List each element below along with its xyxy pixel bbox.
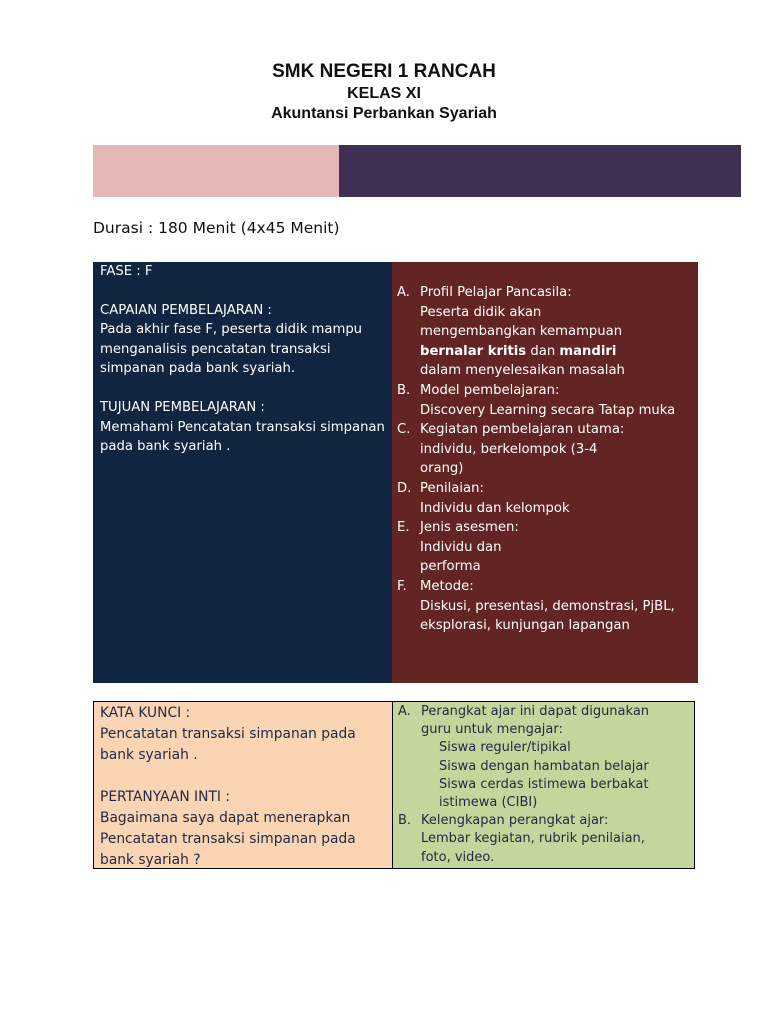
- pertanyaan-heading: PERTANYAAN INTI :: [100, 789, 230, 805]
- kata-kunci-text: Pencatatan transaksi simpanan pada bank syariah .: [100, 726, 356, 763]
- keywords-box: [93, 701, 393, 869]
- class-title: KELAS XI: [347, 85, 421, 102]
- duration-text: Durasi : 180 Menit (4x45 Menit): [93, 219, 340, 237]
- list-item: F. Metode: Diskusi, presentasi, demonstrasi, PjBL, eksplorasi, kunjungan lapangan: [397, 578, 675, 634]
- list-item: B. Kelengkapan perangkat ajar: Lembar kegiatan, rubrik penilaian, foto, video.: [398, 813, 645, 865]
- fase-label: FASE : F: [100, 264, 153, 279]
- tools-list: [398, 703, 693, 867]
- school-title: SMK NEGERI 1 RANCAH: [272, 61, 496, 82]
- tujuan-heading: TUJUAN PEMBELAJARAN :: [100, 399, 265, 415]
- subject-title: Akuntansi Perbankan Syariah: [271, 105, 497, 122]
- list-item: E. Jenis asesmen: Individu dan performa: [397, 520, 519, 575]
- components-list: [397, 283, 697, 636]
- learning-objectives-panel: [93, 262, 392, 683]
- purple-color-band: [339, 145, 741, 197]
- teaching-tools-box: [393, 701, 695, 869]
- list-item: B. Model pembelajaran: Discovery Learning secara Tatap muka: [397, 382, 676, 418]
- tujuan-text: Memahami Pencatatan transaksi simpanan pada bank syariah .: [100, 419, 385, 455]
- pink-color-band: [93, 145, 339, 197]
- kata-kunci-heading: KATA KUNCI :: [100, 705, 191, 721]
- list-item: A. Profil Pelajar Pancasila: Peserta didik akan mengembangkan kemampuan bernalar kritis dan mandiri dalam menyelesaikan masalah: [397, 285, 625, 379]
- list-item: D. Penilaian: Individu dan kelompok: [397, 480, 570, 516]
- learning-components-panel: [392, 262, 698, 683]
- capaian-text: Pada akhir fase F, peserta didik mampu menganalisis pencatatan transaksi simpanan pada bank syariah.: [100, 322, 363, 377]
- capaian-heading: CAPAIAN PEMBELAJARAN :: [100, 302, 272, 318]
- pertanyaan-text: Bagaimana saya dapat menerapkan Pencatatan transaksi simpanan pada bank syariah ?: [100, 810, 356, 868]
- list-item: C. Kegiatan pembelajaran utama: individu, berkelompok (3-4 orang): [397, 422, 625, 477]
- list-item: A. Perangkat ajar ini dapat digunakan guru untuk mengajar: Siswa reguler/tipikal Siswa dengan hambatan belajar Siswa cerdas istimewa berbakat istimewa (CIBI): [398, 704, 650, 811]
